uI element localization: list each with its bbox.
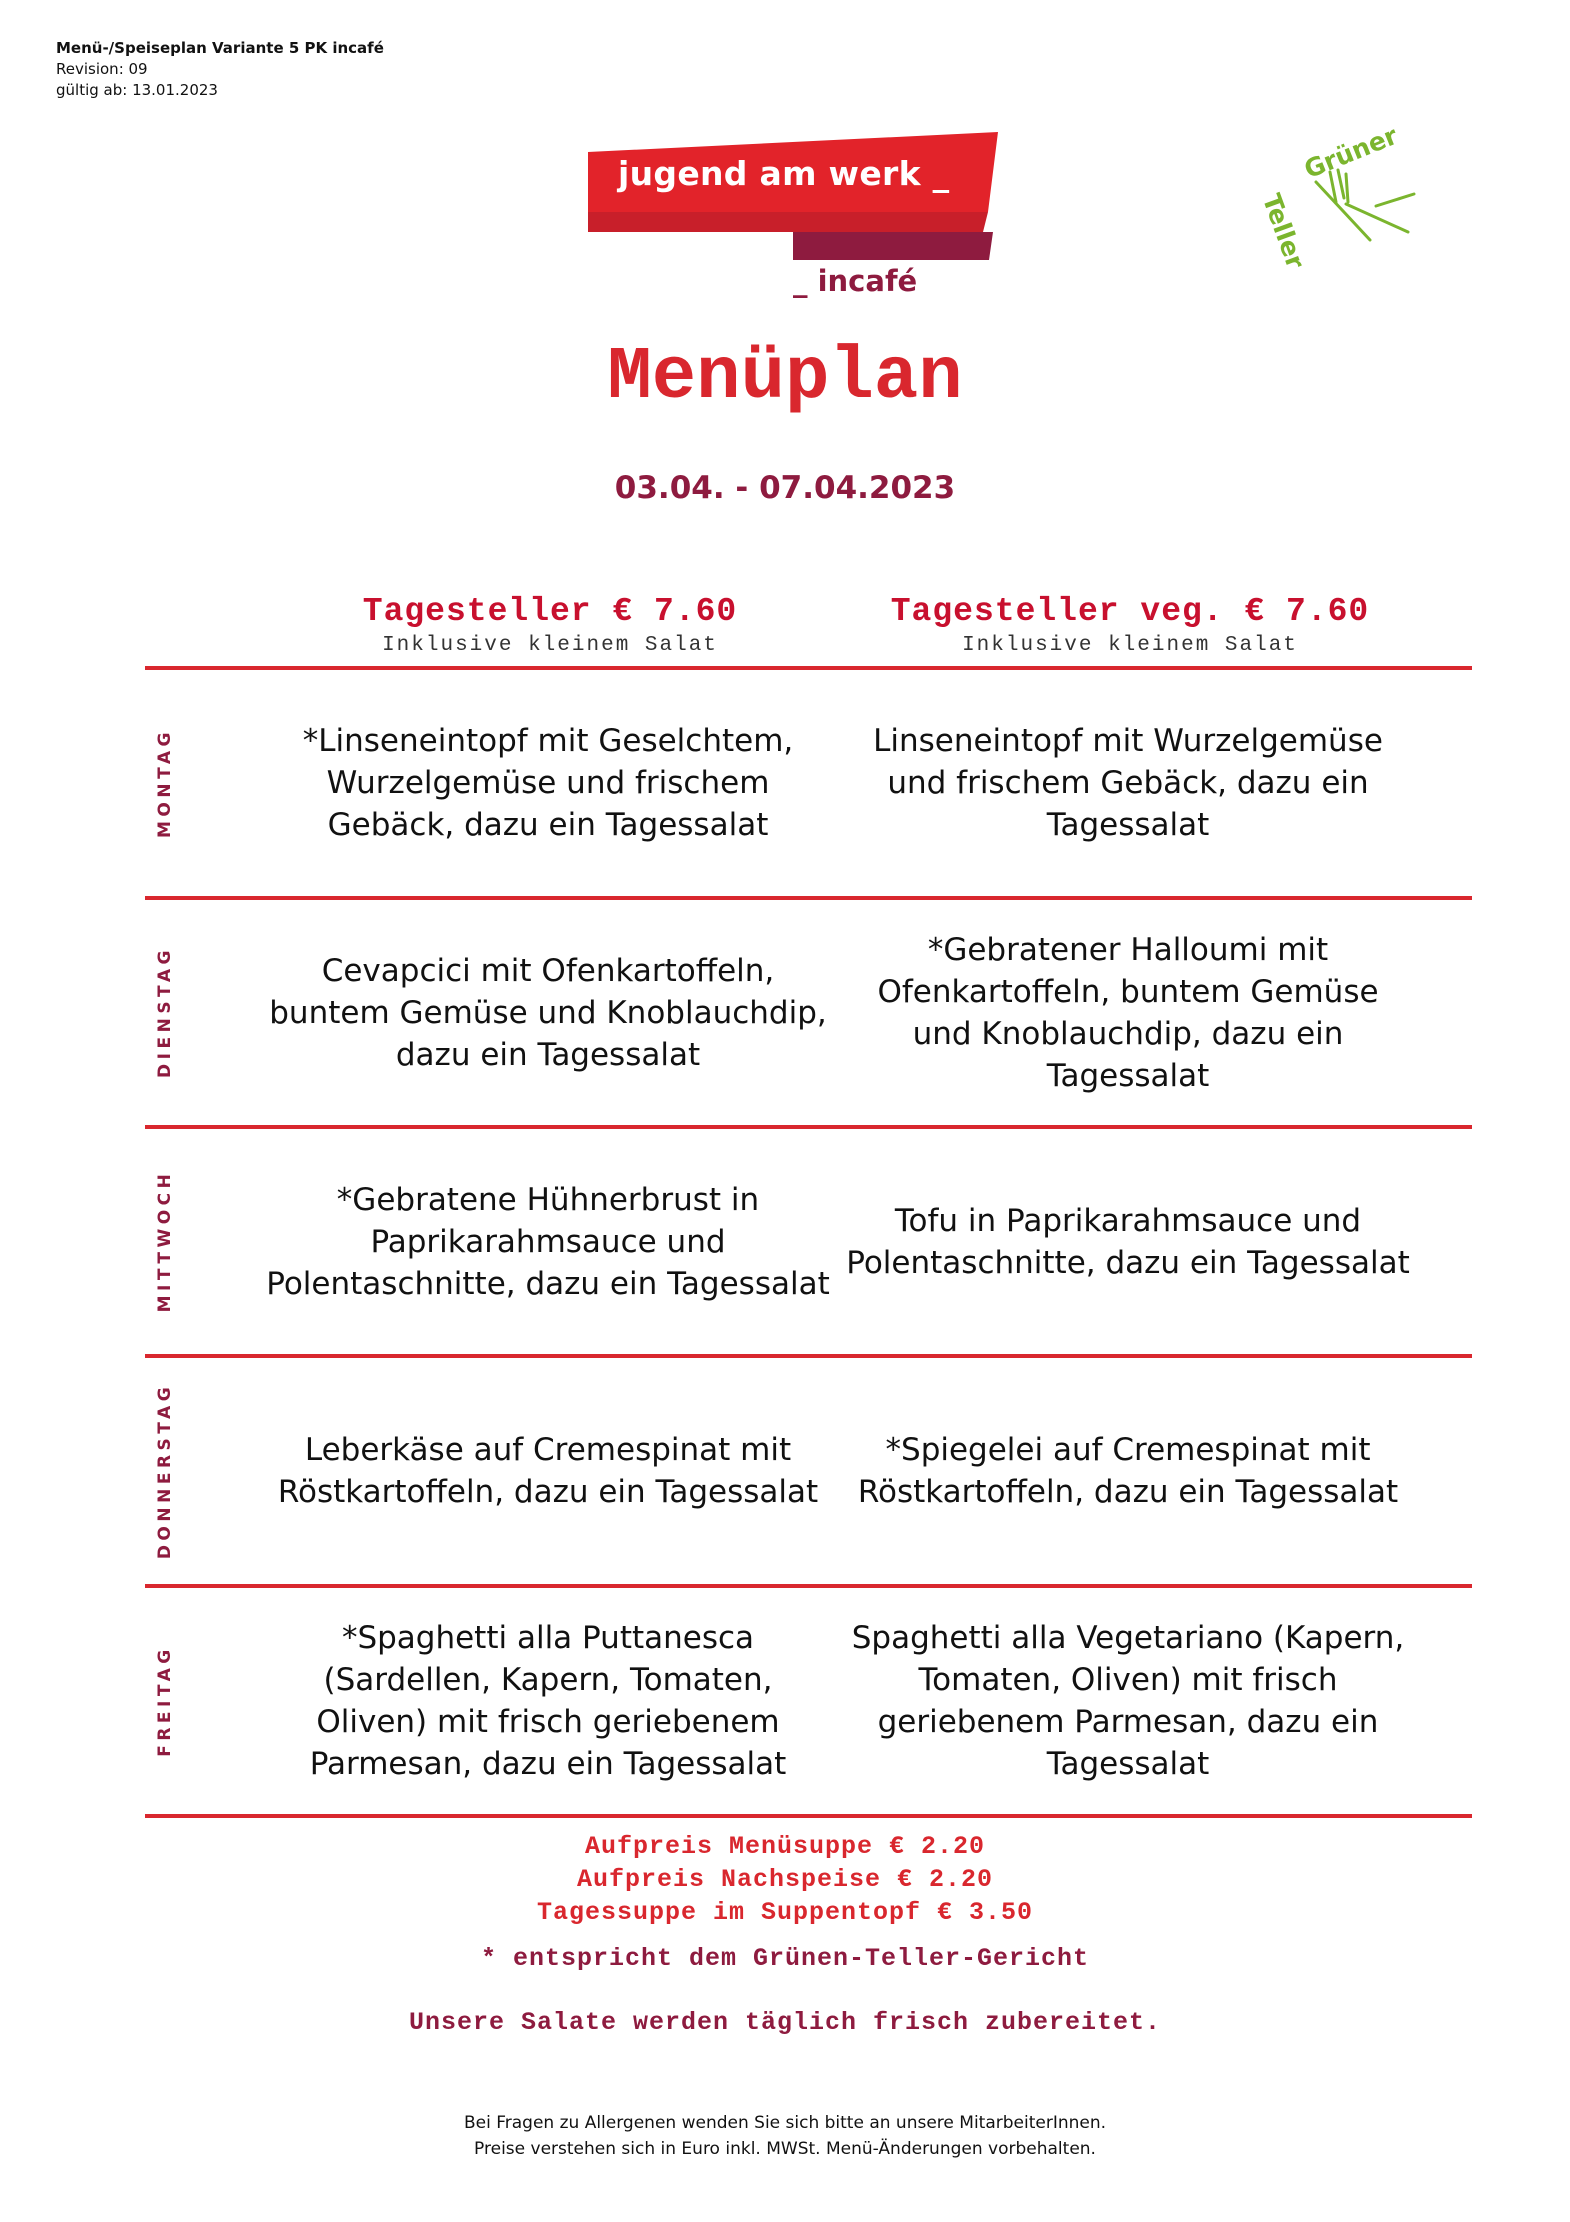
- page-title: Menüplan: [607, 336, 963, 420]
- gruener-teller-text-1: Grüner: [1300, 120, 1402, 185]
- surcharge-list: [0, 1830, 1570, 1929]
- column-title: Tagesteller € 7.60: [362, 593, 738, 630]
- footer-fine-print: [0, 2110, 1570, 2162]
- column-title: Tagesteller veg. € 7.60: [890, 593, 1370, 630]
- date-range: 03.04. - 07.04.2023: [614, 470, 956, 506]
- gruener-teller-logo: [1256, 120, 1418, 273]
- day-row-dienstag: DIENSTAG Cevapcici mit Ofenkartoffeln, buntem Gemüse und Knoblauchdip, dazu ein Tagessalat *Gebratener Halloumi mit Ofenkartoffeln, buntem Gemüse und Knoblauchdip, dazu ein Tagessalat: [145, 900, 1472, 1125]
- green-plate-note: * entspricht dem Grünen-Teller-Gericht: [480, 1944, 1090, 1973]
- footer-allergen-note: Bei Fragen zu Allergenen wenden Sie sich bitte an unsere MitarbeiterInnen.: [463, 2113, 1107, 2133]
- jugend-am-werk-logo: [588, 132, 998, 310]
- column-header-meat: [270, 592, 830, 660]
- meal-tagesteller-veg: Tofu in Paprikarahmsauce und Polentaschnitte, dazu ein Tagessalat: [846, 1202, 1410, 1281]
- document-info: [56, 38, 384, 101]
- footer-price-note: Preise verstehen sich in Euro inkl. MWSt. Menü-Änderungen vorbehalten.: [474, 2139, 1096, 2159]
- day-row-freitag: FREITAG *Spaghetti alla Puttanesca (Sardellen, Kapern, Tomaten, Oliven) mit frisch geriebenem Parmesan, dazu ein Tagessalat Spaghetti alla Vegetariano (Kapern, Tomaten, Oliven) mit frisch geriebenem Parmesan, dazu ein Tagessalat: [145, 1588, 1472, 1814]
- salad-note: Unsere Salate werden täglich frisch zubereitet.: [408, 2008, 1162, 2037]
- surcharge-dessert: Aufpreis Nachspeise € 2.20: [576, 1865, 994, 1894]
- gruener-teller-text-2: Teller: [1256, 190, 1311, 273]
- day-row-donnerstag: DONNERSTAG Leberkäse auf Cremespinat mit Röstkartoffeln, dazu ein Tagessalat *Spiegelei auf Cremespinat mit Röstkartoffeln, dazu ein Tagessalat: [145, 1358, 1472, 1584]
- document-title: Menü-/Speiseplan Variante 5 PK incafé: [56, 39, 384, 57]
- meal-tagesteller-veg: *Gebratener Halloumi mit Ofenkartoffeln, buntem Gemüse und Knoblauchdip, dazu ein Tagessalat: [877, 931, 1379, 1094]
- document-valid-from: gültig ab: 13.01.2023: [56, 81, 218, 99]
- meal-tagesteller-veg: Spaghetti alla Vegetariano (Kapern, Tomaten, Oliven) mit frisch geriebenem Parmesan, dazu ein Tagessalat: [851, 1620, 1405, 1782]
- day-row-mittwoch: MITTWOCH *Gebratene Hühnerbrust in Paprikarahmsauce und Polentaschnitte, dazu ein Tagessalat Tofu in Paprikarahmsauce und Polentaschnitte, dazu ein Tagessalat: [145, 1129, 1472, 1354]
- day-row-montag: MONTAG *Linseneintopf mit Geselchtem, Wurzelgemüse und frischem Gebäck, dazu ein Tagessalat Linseneintopf mit Wurzelgemüse und frischem Gebäck, dazu ein Tagessalat: [145, 670, 1472, 896]
- document-revision: Revision: 09: [56, 60, 148, 78]
- meal-tagesteller: Leberkäse auf Cremespinat mit Röstkartoffeln, dazu ein Tagessalat: [277, 1432, 819, 1510]
- meal-tagesteller: *Spaghetti alla Puttanesca (Sardellen, Kapern, Tomaten, Oliven) mit frisch geriebenem Parmesan, dazu ein Tagessalat: [309, 1620, 787, 1782]
- logo-main-text: jugend am werk _: [618, 154, 950, 193]
- meal-tagesteller-veg: *Spiegelei auf Cremespinat mit Röstkartoffeln, dazu ein Tagessalat: [857, 1432, 1399, 1510]
- column-subtitle: Inklusive kleinem Salat: [382, 634, 718, 657]
- column-header-veg: [850, 592, 1410, 660]
- surcharge-soup: Aufpreis Menüsuppe € 2.20: [584, 1832, 986, 1861]
- surcharge-soup-pot: Tagessuppe im Suppentopf € 3.50: [536, 1898, 1034, 1927]
- divider-line: [145, 1814, 1472, 1818]
- meal-tagesteller: *Linseneintopf mit Geselchtem, Wurzelgemüse und frischem Gebäck, dazu ein Tagessalat: [302, 723, 794, 843]
- meal-tagesteller: Cevapcici mit Ofenkartoffeln, buntem Gemüse und Knoblauchdip, dazu ein Tagessalat: [269, 952, 827, 1073]
- logo-sub-text: _ incafé: [793, 264, 918, 298]
- column-subtitle: Inklusive kleinem Salat: [962, 634, 1298, 657]
- meal-tagesteller-veg: Linseneintopf mit Wurzelgemüse und frischem Gebäck, dazu ein Tagessalat: [873, 723, 1383, 843]
- meal-tagesteller: *Gebratene Hühnerbrust in Paprikarahmsauce und Polentaschnitte, dazu ein Tagessalat: [266, 1181, 830, 1302]
